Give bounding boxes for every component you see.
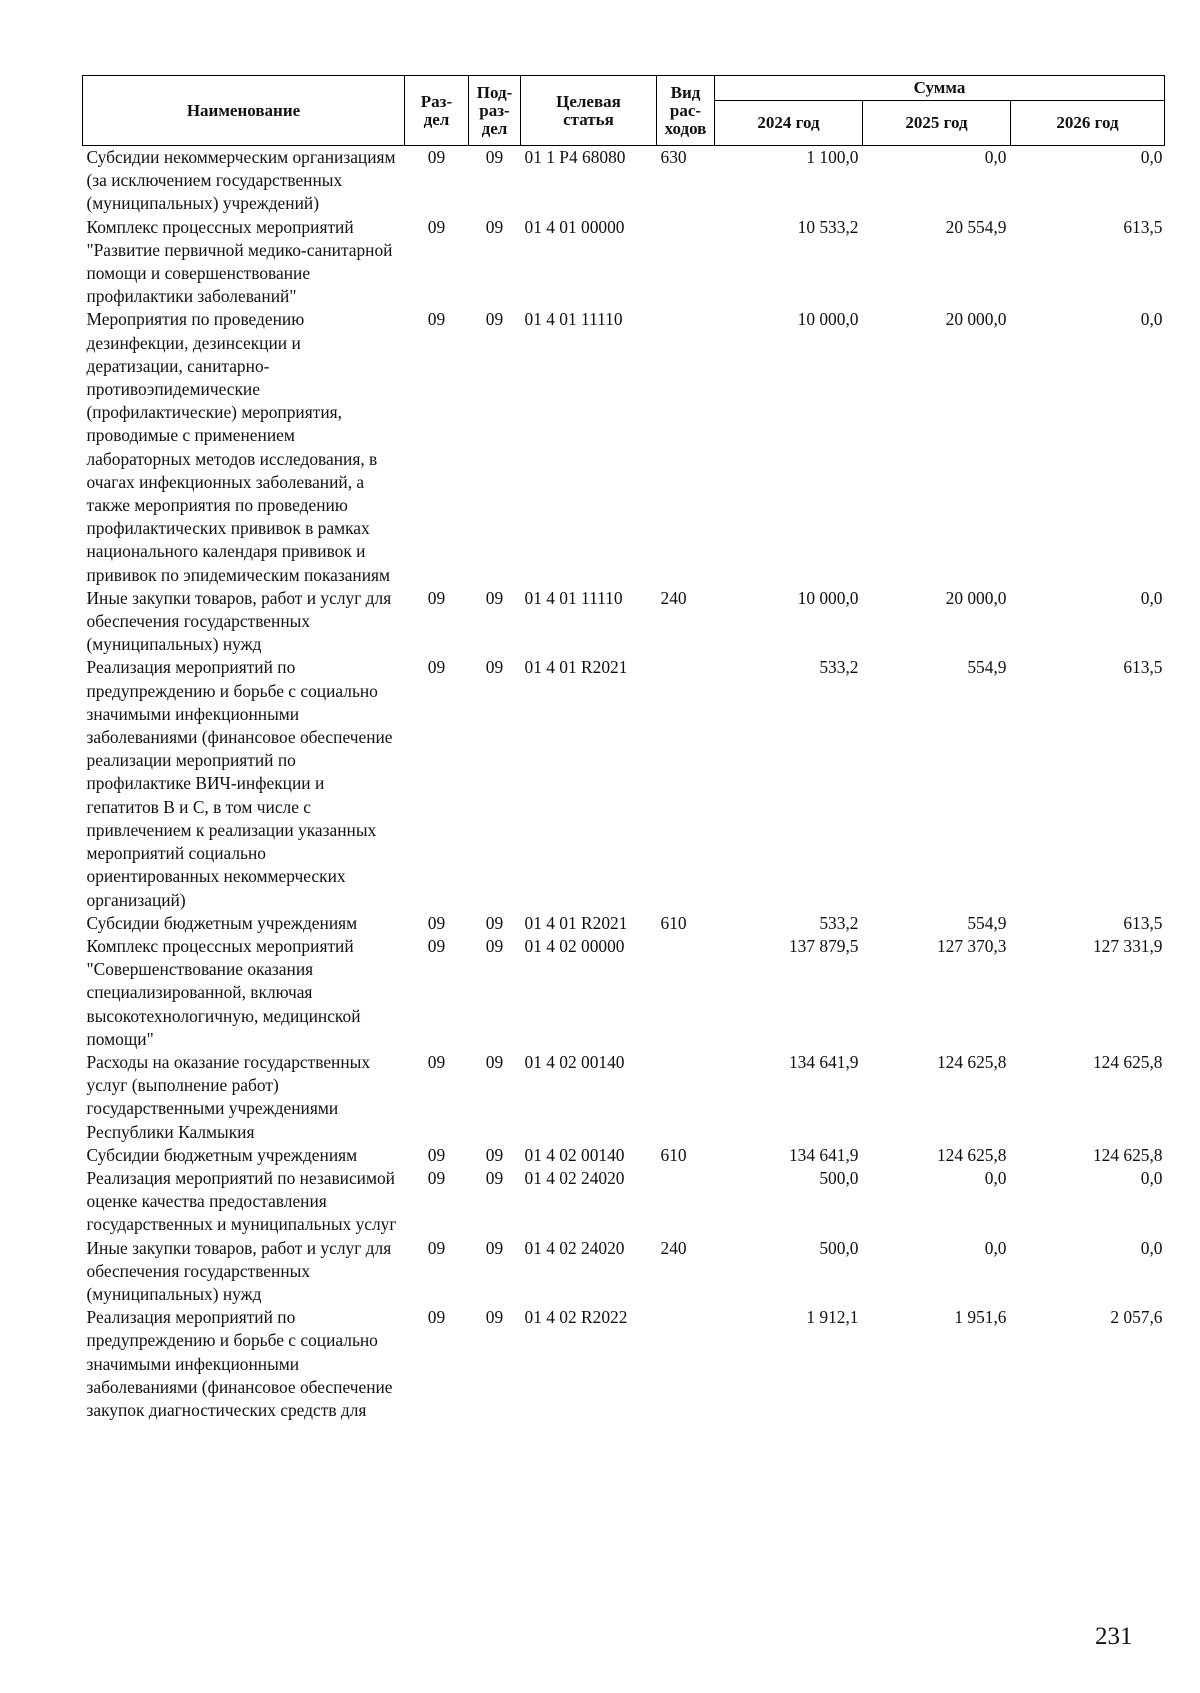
row-section: 09 — [427, 216, 446, 237]
row-name: Комплекс процессных мероприятий "Совершенствование оказания специализированной, включая высокотехнологичную, медицинской помощи" — [86, 935, 361, 1049]
row-target-article: 01 4 02 24020 — [524, 1167, 625, 1188]
row-name: Субсидии бюджетным учреждениям — [86, 1144, 358, 1165]
row-sum-2026: 0,0 — [1140, 309, 1163, 330]
header-article — [521, 76, 657, 146]
row-section: 09 — [427, 935, 446, 956]
row-sum-2025: 0,0 — [984, 1237, 1007, 1258]
row-expense-type: 610 — [660, 912, 687, 933]
row-name: Реализация мероприятий по предупреждению и борьбе с социально значимыми инфекционными заболеваниями (финансовое обеспечение реализации мероприятий по профилактике ВИЧ-инфекции и гепатитов B и C, в том числе с привлечением к реализации указанных мероприятий социально ориентированных некоммерческих организаций) — [86, 657, 393, 910]
row-subsection: 09 — [485, 587, 504, 608]
row-name: Иные закупки товаров, работ и услуг для обеспечения государственных (муниципальных) нужд — [86, 587, 392, 655]
row-section: 09 — [427, 1144, 446, 1165]
row-sum-2026: 613,5 — [1123, 216, 1163, 237]
row-subsection: 09 — [485, 912, 504, 933]
row-sum-2026: 613,5 — [1123, 657, 1163, 678]
table-body — [83, 146, 1165, 1423]
row-name: Реализация мероприятий по независимой оценке качества предоставления государственных и муниципальных услуг — [86, 1167, 397, 1235]
row-section: 09 — [427, 309, 446, 330]
row-subsection: 09 — [485, 1144, 504, 1165]
row-sum-2024: 500,0 — [819, 1167, 859, 1188]
table-row — [83, 1144, 1165, 1167]
page-number: 231 — [1095, 1623, 1133, 1650]
row-subsection: 09 — [485, 1237, 504, 1258]
header-year-2025: 2025 год — [863, 101, 1011, 146]
row-expense-type — [657, 1306, 715, 1422]
table-row — [83, 912, 1165, 935]
row-sum-2026: 124 625,8 — [1092, 1144, 1163, 1165]
table-row — [83, 216, 1165, 309]
row-expense-type — [657, 1167, 715, 1237]
row-sum-2026: 0,0 — [1140, 1167, 1163, 1188]
row-sum-2025: 20 554,9 — [945, 216, 1007, 237]
header-sum: Сумма — [715, 76, 1165, 101]
row-name: Субсидии бюджетным учреждениям — [86, 912, 358, 933]
row-subsection: 09 — [485, 147, 504, 167]
header-year-2024: 2024 год — [715, 101, 863, 146]
row-sum-2025: 1 951,6 — [954, 1307, 1007, 1328]
table-row — [83, 656, 1165, 911]
row-target-article: 01 1 P4 68080 — [524, 147, 626, 167]
header-section — [405, 76, 469, 146]
header-subsection — [469, 76, 521, 146]
row-subsection: 09 — [485, 1051, 504, 1072]
row-subsection: 09 — [485, 1307, 504, 1328]
row-target-article: 01 4 02 R2022 — [524, 1307, 628, 1328]
row-section: 09 — [427, 657, 446, 678]
row-target-article: 01 4 02 00000 — [524, 935, 625, 956]
row-name: Расходы на оказание государственных услуг (выполнение работ) государственными учреждениями Республики Калмыкия — [86, 1051, 371, 1142]
row-section: 09 — [427, 912, 446, 933]
row-sum-2025: 124 625,8 — [936, 1144, 1007, 1165]
row-subsection: 09 — [485, 1167, 504, 1188]
header-exp-type — [657, 76, 715, 146]
row-sum-2026: 0,0 — [1140, 147, 1163, 167]
row-section: 09 — [427, 1307, 446, 1328]
row-expense-type — [657, 935, 715, 1051]
row-name: Субсидии некоммерческим организациям (за исключением государственных (муниципальных) учреждений) — [86, 147, 396, 214]
row-sum-2024: 134 641,9 — [788, 1051, 859, 1072]
row-sum-2026: 127 331,9 — [1092, 935, 1163, 956]
table-row — [83, 146, 1165, 216]
row-sum-2025: 20 000,0 — [945, 309, 1007, 330]
row-sum-2024: 137 879,5 — [788, 935, 859, 956]
table-header — [83, 76, 1165, 146]
row-target-article: 01 4 01 00000 — [524, 216, 625, 237]
row-target-article: 01 4 02 00140 — [524, 1051, 625, 1072]
row-section: 09 — [427, 1237, 446, 1258]
table-row — [83, 587, 1165, 657]
row-sum-2024: 10 000,0 — [797, 309, 859, 330]
row-expense-type — [657, 216, 715, 309]
row-name: Мероприятия по проведению дезинфекции, дезинсекции и дератизации, санитарно-противоэпидемические (профилактические) мероприятия, проводимые с применением лабораторных методов исследования, в очагах инфекционных заболеваний, а также мероприятия по проведению профилактических прививок в рамках национального календаря прививок и прививок по эпидемическим показаниям — [86, 309, 391, 585]
row-section: 09 — [427, 1167, 446, 1188]
table-row — [83, 1237, 1165, 1307]
row-target-article: 01 4 02 24020 — [524, 1237, 625, 1258]
row-expense-type: 240 — [660, 1237, 687, 1258]
row-sum-2026: 0,0 — [1140, 1237, 1163, 1258]
budget-table — [82, 75, 1165, 1422]
row-sum-2024: 1 912,1 — [806, 1307, 859, 1328]
row-sum-2024: 1 100,0 — [806, 147, 859, 167]
row-sum-2026: 124 625,8 — [1092, 1051, 1163, 1072]
budget-table-container — [82, 75, 1164, 1422]
row-sum-2026: 0,0 — [1140, 587, 1163, 608]
row-name: Комплекс процессных мероприятий "Развитие первичной медико-санитарной помощи и совершенствование профилактики заболеваний" — [86, 216, 393, 307]
header-section-label: Раз- дел — [420, 91, 453, 129]
table-row — [83, 1051, 1165, 1144]
table-row — [83, 1167, 1165, 1237]
row-section: 09 — [427, 587, 446, 608]
row-sum-2025: 0,0 — [984, 147, 1007, 167]
row-target-article: 01 4 02 00140 — [524, 1144, 625, 1165]
row-sum-2025: 20 000,0 — [945, 587, 1007, 608]
header-article-label: Целевая статья — [556, 91, 621, 129]
row-section: 09 — [427, 147, 446, 167]
row-subsection: 09 — [485, 657, 504, 678]
row-sum-2024: 134 641,9 — [788, 1144, 859, 1165]
row-sum-2024: 533,2 — [819, 912, 859, 933]
row-sum-2025: 127 370,3 — [936, 935, 1007, 956]
row-sum-2025: 554,9 — [967, 912, 1007, 933]
row-target-article: 01 4 01 11110 — [524, 587, 623, 608]
row-sum-2026: 2 057,6 — [1110, 1307, 1163, 1328]
row-sum-2024: 500,0 — [819, 1237, 859, 1258]
row-target-article: 01 4 01 11110 — [524, 309, 623, 330]
row-sum-2025: 124 625,8 — [936, 1051, 1007, 1072]
table-row — [83, 935, 1165, 1051]
header-year-2026: 2026 год — [1011, 101, 1165, 146]
row-section: 09 — [427, 1051, 446, 1072]
row-expense-type: 630 — [660, 147, 687, 167]
row-expense-type — [657, 656, 715, 911]
table-row — [83, 308, 1165, 586]
row-sum-2025: 0,0 — [984, 1167, 1007, 1188]
header-subsection-label: Под- раз- дел — [476, 82, 513, 138]
row-subsection: 09 — [485, 216, 504, 237]
row-name: Реализация мероприятий по предупреждению и борьбе с социально значимыми инфекционными заболеваниями (финансовое обеспечение закупок диагностических средств для — [86, 1307, 393, 1420]
header-exp-type-label: Вид рас- ходов — [664, 82, 707, 138]
row-target-article: 01 4 01 R2021 — [524, 912, 628, 933]
row-target-article: 01 4 01 R2021 — [524, 657, 628, 678]
row-sum-2024: 10 533,2 — [797, 216, 859, 237]
row-expense-type — [657, 308, 715, 586]
row-sum-2025: 554,9 — [967, 657, 1007, 678]
row-subsection: 09 — [485, 935, 504, 956]
header-name: Наименование — [83, 76, 405, 146]
row-name: Иные закупки товаров, работ и услуг для обеспечения государственных (муниципальных) нужд — [86, 1237, 392, 1304]
row-sum-2026: 613,5 — [1123, 912, 1163, 933]
row-sum-2024: 533,2 — [819, 657, 859, 678]
row-subsection: 09 — [485, 309, 504, 330]
row-sum-2024: 10 000,0 — [797, 587, 859, 608]
table-row — [83, 1306, 1165, 1422]
row-expense-type: 610 — [660, 1144, 687, 1165]
row-expense-type: 240 — [660, 587, 687, 608]
row-expense-type — [657, 1051, 715, 1144]
